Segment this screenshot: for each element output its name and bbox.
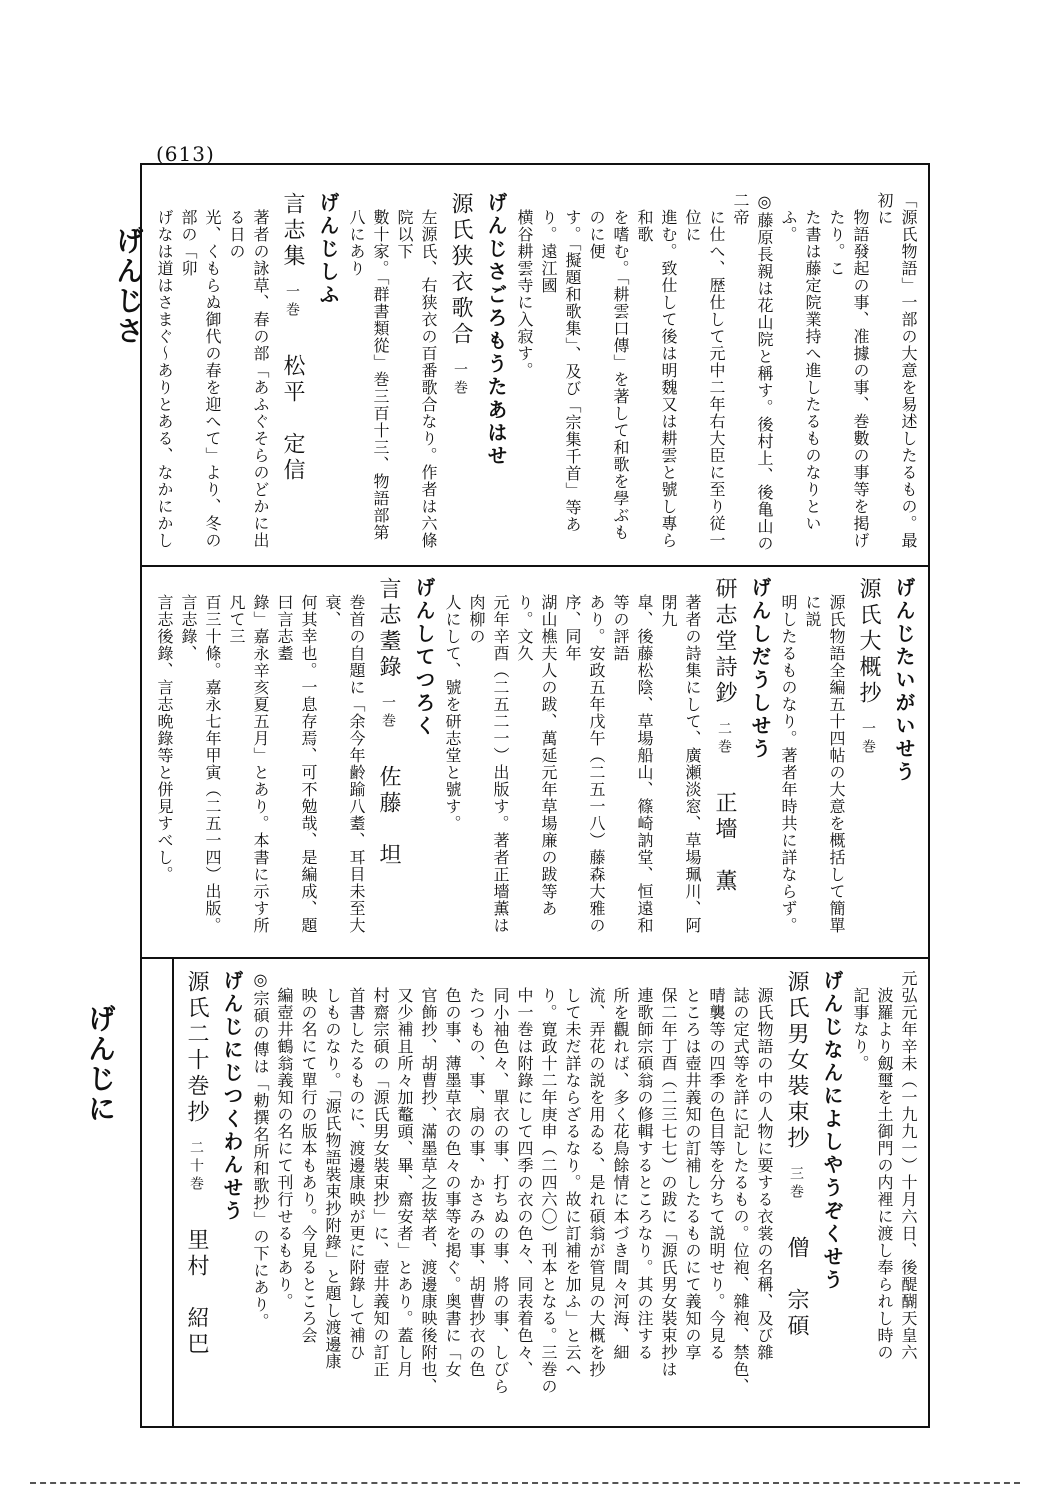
body-line: 進む。致仕して後は明魏又は耕雲と號し專ら和歌: [635, 209, 678, 549]
body-line: 記事なり。: [851, 987, 870, 1072]
body-line: あり。安政五年戊午（二五一八）藤森大雅の序、同年: [563, 594, 606, 934]
entry-volume: 三巻: [788, 1166, 804, 1202]
body-line: 又少補且所々加鼇頭、畢、齋安者」とあり。蓋し月: [395, 987, 414, 1378]
body-line: り。寛政十二年庚申（二四六〇）刊本となる。三巻の: [539, 987, 558, 1395]
body-line: 言志後錄、言志晩錄等と併見すべし。: [155, 594, 174, 883]
body-line: 明したるものなり。著者年時共に詳ならず。: [779, 594, 798, 934]
entry-title: 言志耋錄: [376, 577, 401, 681]
body-line: 湖山樵夫人の跋、萬延元年草場廉の跋等あり。文久: [515, 594, 558, 917]
body-line: 色の事、薄墨草衣の色々の事等を掲ぐ。奥書に「女: [443, 987, 462, 1378]
entry-title: 言志集: [280, 192, 305, 270]
body-line: ◎宗碩の傳は「勅撰名所和歌抄」の下にあり。: [251, 970, 270, 1330]
entry-reading: げんじしふ: [316, 192, 340, 307]
body-line: げなは道はさまぐ～ありとある、なかにかし: [155, 209, 174, 549]
entry-title-row: [848, 577, 888, 947]
body-line: 官飾抄、胡曹抄、滿墨草之抜萃者、渡邊康映後附也、: [419, 987, 438, 1395]
body-line: 何其幸也。一息存焉、可不勉哉、是編成、題曰言志耋: [275, 594, 318, 934]
body-line: たつもの、事、扇の事、かさみの事、胡曹抄衣の色: [467, 987, 486, 1378]
body-line: 同小袖色々、單衣の事、打ちぬの事、將の事、しびら: [491, 987, 510, 1395]
entry-title-row: [776, 970, 816, 1418]
entry-title-row: [704, 577, 744, 947]
entry-reading: げんじなんによしやうぞくせう: [820, 970, 844, 1292]
page-number: (613): [156, 142, 215, 166]
body-line: 人にして、號を研志堂と號す。: [443, 594, 462, 832]
entry-title: 源氏二十巻抄: [184, 970, 209, 1126]
margin-heading-bottom: げんじに: [84, 1004, 117, 1124]
body-line: 誌の定式等を詳に記したるもの。位袍、雜袍、禁色、: [731, 987, 750, 1395]
body-line: 錄」嘉永辛亥夏五月」とあり。本書に示す所凡て三: [227, 594, 270, 934]
body-line: 百三十條。嘉永七年甲寅（二五一四）出版。言志錄、: [179, 594, 222, 934]
body-line: 所を觀れば、多く花鳥餘情に本づき間々河海、細: [611, 987, 630, 1361]
entry-reading: げんしだうしせう: [748, 577, 772, 761]
entry-reading: げんじにじつくわんせう: [220, 970, 244, 1223]
body-line: 左源氏、右狭衣の百番歌合なり。作者は六條院以下: [395, 209, 438, 549]
body-line: を嗜む。「耕雲口傳」を著して和歌を學ぶものに便: [587, 209, 630, 541]
body-line: 村齋宗碩の「源氏男女裝束抄」に、壺井義知の訂正: [371, 987, 390, 1378]
entry-volume: 一巻: [284, 284, 300, 320]
body-line: 横谷耕雲寺に入寂す。: [515, 209, 534, 379]
entry-volume: 一巻: [380, 695, 396, 731]
entry-title-row: [368, 577, 408, 947]
entry-author: 里村 紹巴: [184, 1228, 209, 1358]
entry-volume: 二巻: [716, 721, 732, 757]
body-line: 光、くもらぬ御代の春を迎へて」より、冬の部の「卯: [179, 209, 222, 549]
body-line: た書は藤定院業持へ進したるものなりといふ。: [779, 209, 822, 532]
entry-author: 僧 宗碩: [784, 1236, 809, 1340]
section-divider-upper: [140, 565, 930, 567]
body-line: 元年辛酉（二五二一）出版す。著者正墻薫は肉柳の: [467, 594, 510, 934]
entry-author: 佐藤 坦: [376, 765, 401, 869]
body-line: 首書したるものに、渡邊康映が更に附錄して補ひ: [347, 987, 366, 1361]
body-line: ◎藤原長親は花山院と稱す。後村上、後亀山の二帝: [731, 192, 774, 552]
entry-author: 正墻 薫: [712, 791, 737, 895]
entry-title: 源氏狭衣歌合: [448, 192, 473, 348]
entry-block: [184, 970, 920, 1418]
body-line: 物語發起の事、准據の事、巻數の事等を掲げたり。こ: [827, 209, 870, 549]
body-line: 編壺井鶴翁義知の名にて刊行せるもあり。: [275, 987, 294, 1310]
body-line: 中一巻は附錄にして四季の衣の色々、同表着色々、: [515, 987, 534, 1378]
body-line: 連歌師宗碩翁の修輯するところなり。其の注する: [635, 987, 654, 1361]
body-line: 保二年丁酉（二三七七）の跋に「源氏男女裝束抄は: [659, 987, 678, 1378]
entry-volume: 二十巻: [188, 1140, 204, 1194]
body-line: に仕へ、歴仕して元中二年右大臣に至り従一位に: [683, 209, 726, 549]
body-line: 皐、後藤松陰、草場船山、篠崎訥堂、恒遠和等の評語: [611, 594, 654, 934]
entry-title: 研志堂詩鈔: [712, 577, 737, 707]
body-line: す。「擬題和歌集」、及び「宗集千首」等あり。遠江國: [539, 209, 582, 533]
entry-reading: げんじさごろもうたあはせ: [484, 192, 508, 468]
body-line: 流、弄花の説を用ゐる、是れ碩翁が管見の大概を抄: [587, 987, 606, 1378]
body-line: しものなり。「源氏物語裝束抄附錄」と題し渡邊康: [323, 987, 342, 1370]
entry-title-row: [184, 970, 216, 1418]
body-line: 元弘元年辛未（一九九一）十月六日、後醍醐天皇六: [899, 970, 918, 1361]
body-line: 著者の詩集にして、廣瀬淡窓、草場珮川、阿閉九: [659, 594, 702, 934]
entry-author: 松平 定信: [280, 354, 305, 484]
entry-title: 源氏男女裝束抄: [784, 970, 809, 1152]
section-divider-lower: [140, 957, 930, 959]
entry-volume: 一巻: [860, 721, 876, 757]
body-line: 著者の詠草、春の部「あふぐそらのどかに出る日の: [227, 209, 270, 549]
body-line: 晴襲等の四季の色目等を分ちて説明せり。今見る: [707, 987, 726, 1361]
entry-title: 源氏大概抄: [856, 577, 881, 707]
entry-block: [152, 192, 920, 554]
entry-reading: げんしてつろく: [412, 577, 436, 738]
body-line: 源氏物語の中の人物に要する衣裳の名稱、及び雜: [755, 987, 774, 1361]
footer-rule: [30, 1482, 1020, 1484]
body-line: して未だ詳ならざるなり。故に訂補を加ふ」と云へ: [563, 987, 582, 1378]
margin-heading-top: げんじさ: [112, 226, 145, 346]
body-line: 波羅より劔璽を土御門の内裡に渡し奉られし時の: [875, 987, 894, 1361]
body-line: 數十家。「群書類從」巻三百十三、物語部第八にあり: [347, 209, 390, 541]
entry-title-row: [440, 192, 480, 554]
entry-block: [152, 577, 920, 947]
body-line: 源氏物語全編五十四帖の大意を概括して簡單に説: [803, 594, 846, 934]
entry-title-row: [272, 192, 312, 554]
body-line: ところは壺井義知の訂補したるものにて義知の享: [683, 987, 702, 1361]
body-line: 「源氏物語」一部の大意を易述したるもの。最初に: [875, 192, 918, 549]
entry-volume: 一巻: [452, 362, 468, 398]
column-divider: [172, 957, 174, 1428]
body-line: 巻首の自題に「余今年齢踰八耋、耳目未至大衰、: [323, 594, 366, 934]
entry-reading: げんじたいがいせう: [892, 577, 916, 784]
body-line: 映の名にて單行の版本もあり。今見るところ会: [299, 987, 318, 1344]
